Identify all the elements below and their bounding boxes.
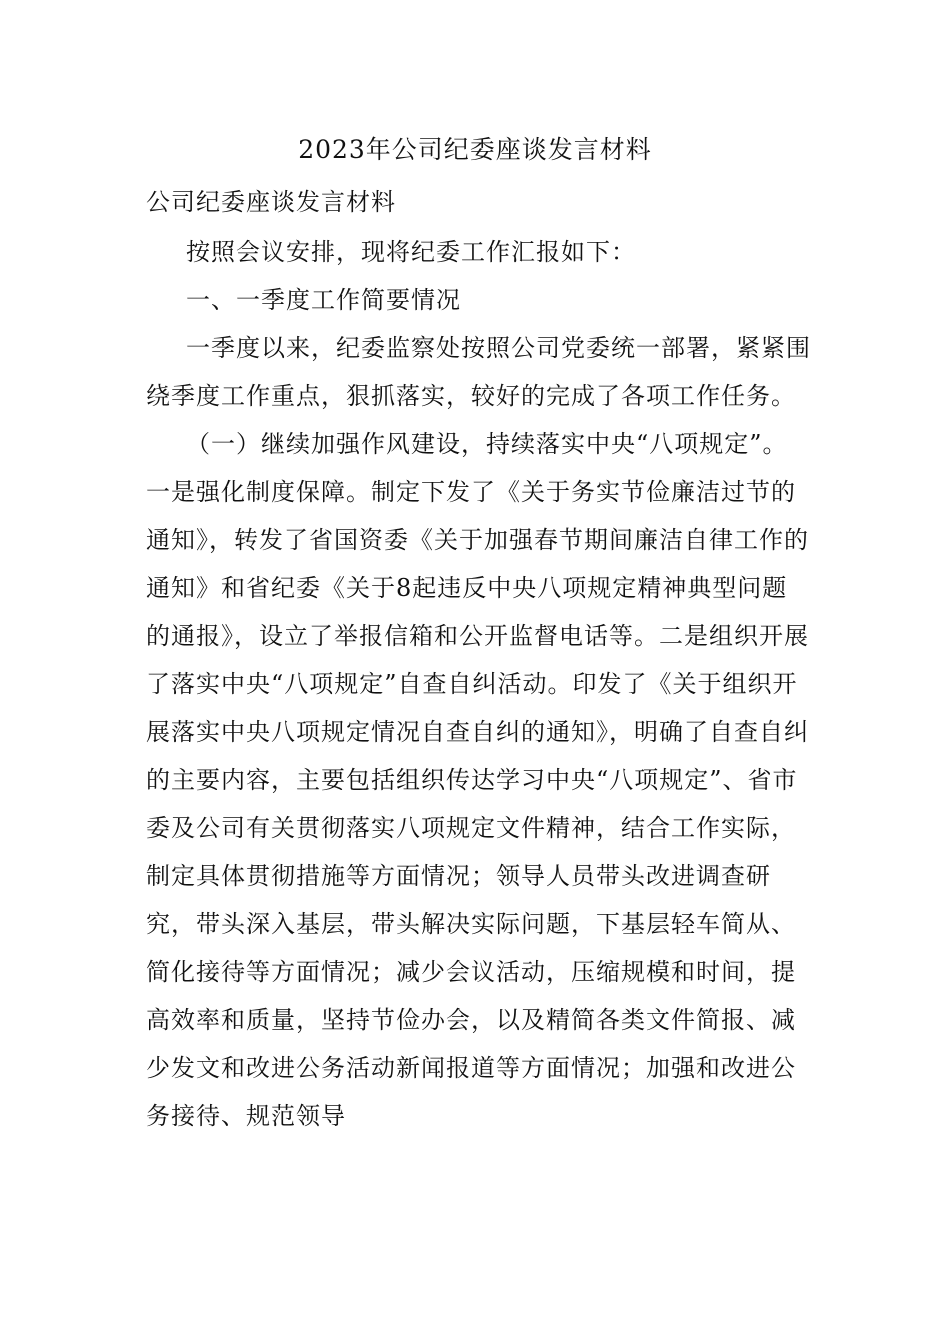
document-subtitle: 公司纪委座谈发言材料 [146,188,396,216]
paragraph-intro: 按照会议安排，现将纪委工作汇报如下： [186,238,636,266]
paragraph-summary: 一季度以来，纪委监察处按照公司党委统一部署，紧紧围绕季度工作重点，狠抓落实，较好的完成了各项工作任务。 [146,334,811,410]
document-body [146,178,812,1140]
document-title: 2023年公司纪委座谈发言材料 [298,135,652,164]
paragraph-work-style: （一）继续加强作风建设，持续落实中央“八项规定”。一是强化制度保障。制定下发了《关于务实节俭廉洁过节的通知》，转发了省国资委《关于加强春节期间廉洁自律工作的通知》和省纪委《关于8起违反中央八项规定精神典型问题的通报》，设立了举报信箱和公开监督电话等。二是组织开展了落实中央“八项规定”自查自纠活动。印发了《关于组织开展落实中央八项规定情况自查自纠的通知》，明确了自查自纠的主要内容，主要包括组织传达学习中央“八项规定”、省市委及公司有关贯彻落实八项规定文件精神，结合工作实际，制定具体贯彻措施等方面情况；领导人员带头改进调查研究，带头深入基层，带头解决实际问题，下基层轻车简从、简化接待等方面情况；减少会议活动，压缩规模和时间，提高效率和质量，坚持节俭办会，以及精简各类文件简报、减少发文和改进公务活动新闻报道等方面情况；加强和改进公务接待、规范领导 [146,430,809,1130]
section-heading: 一、一季度工作简要情况 [186,286,461,314]
